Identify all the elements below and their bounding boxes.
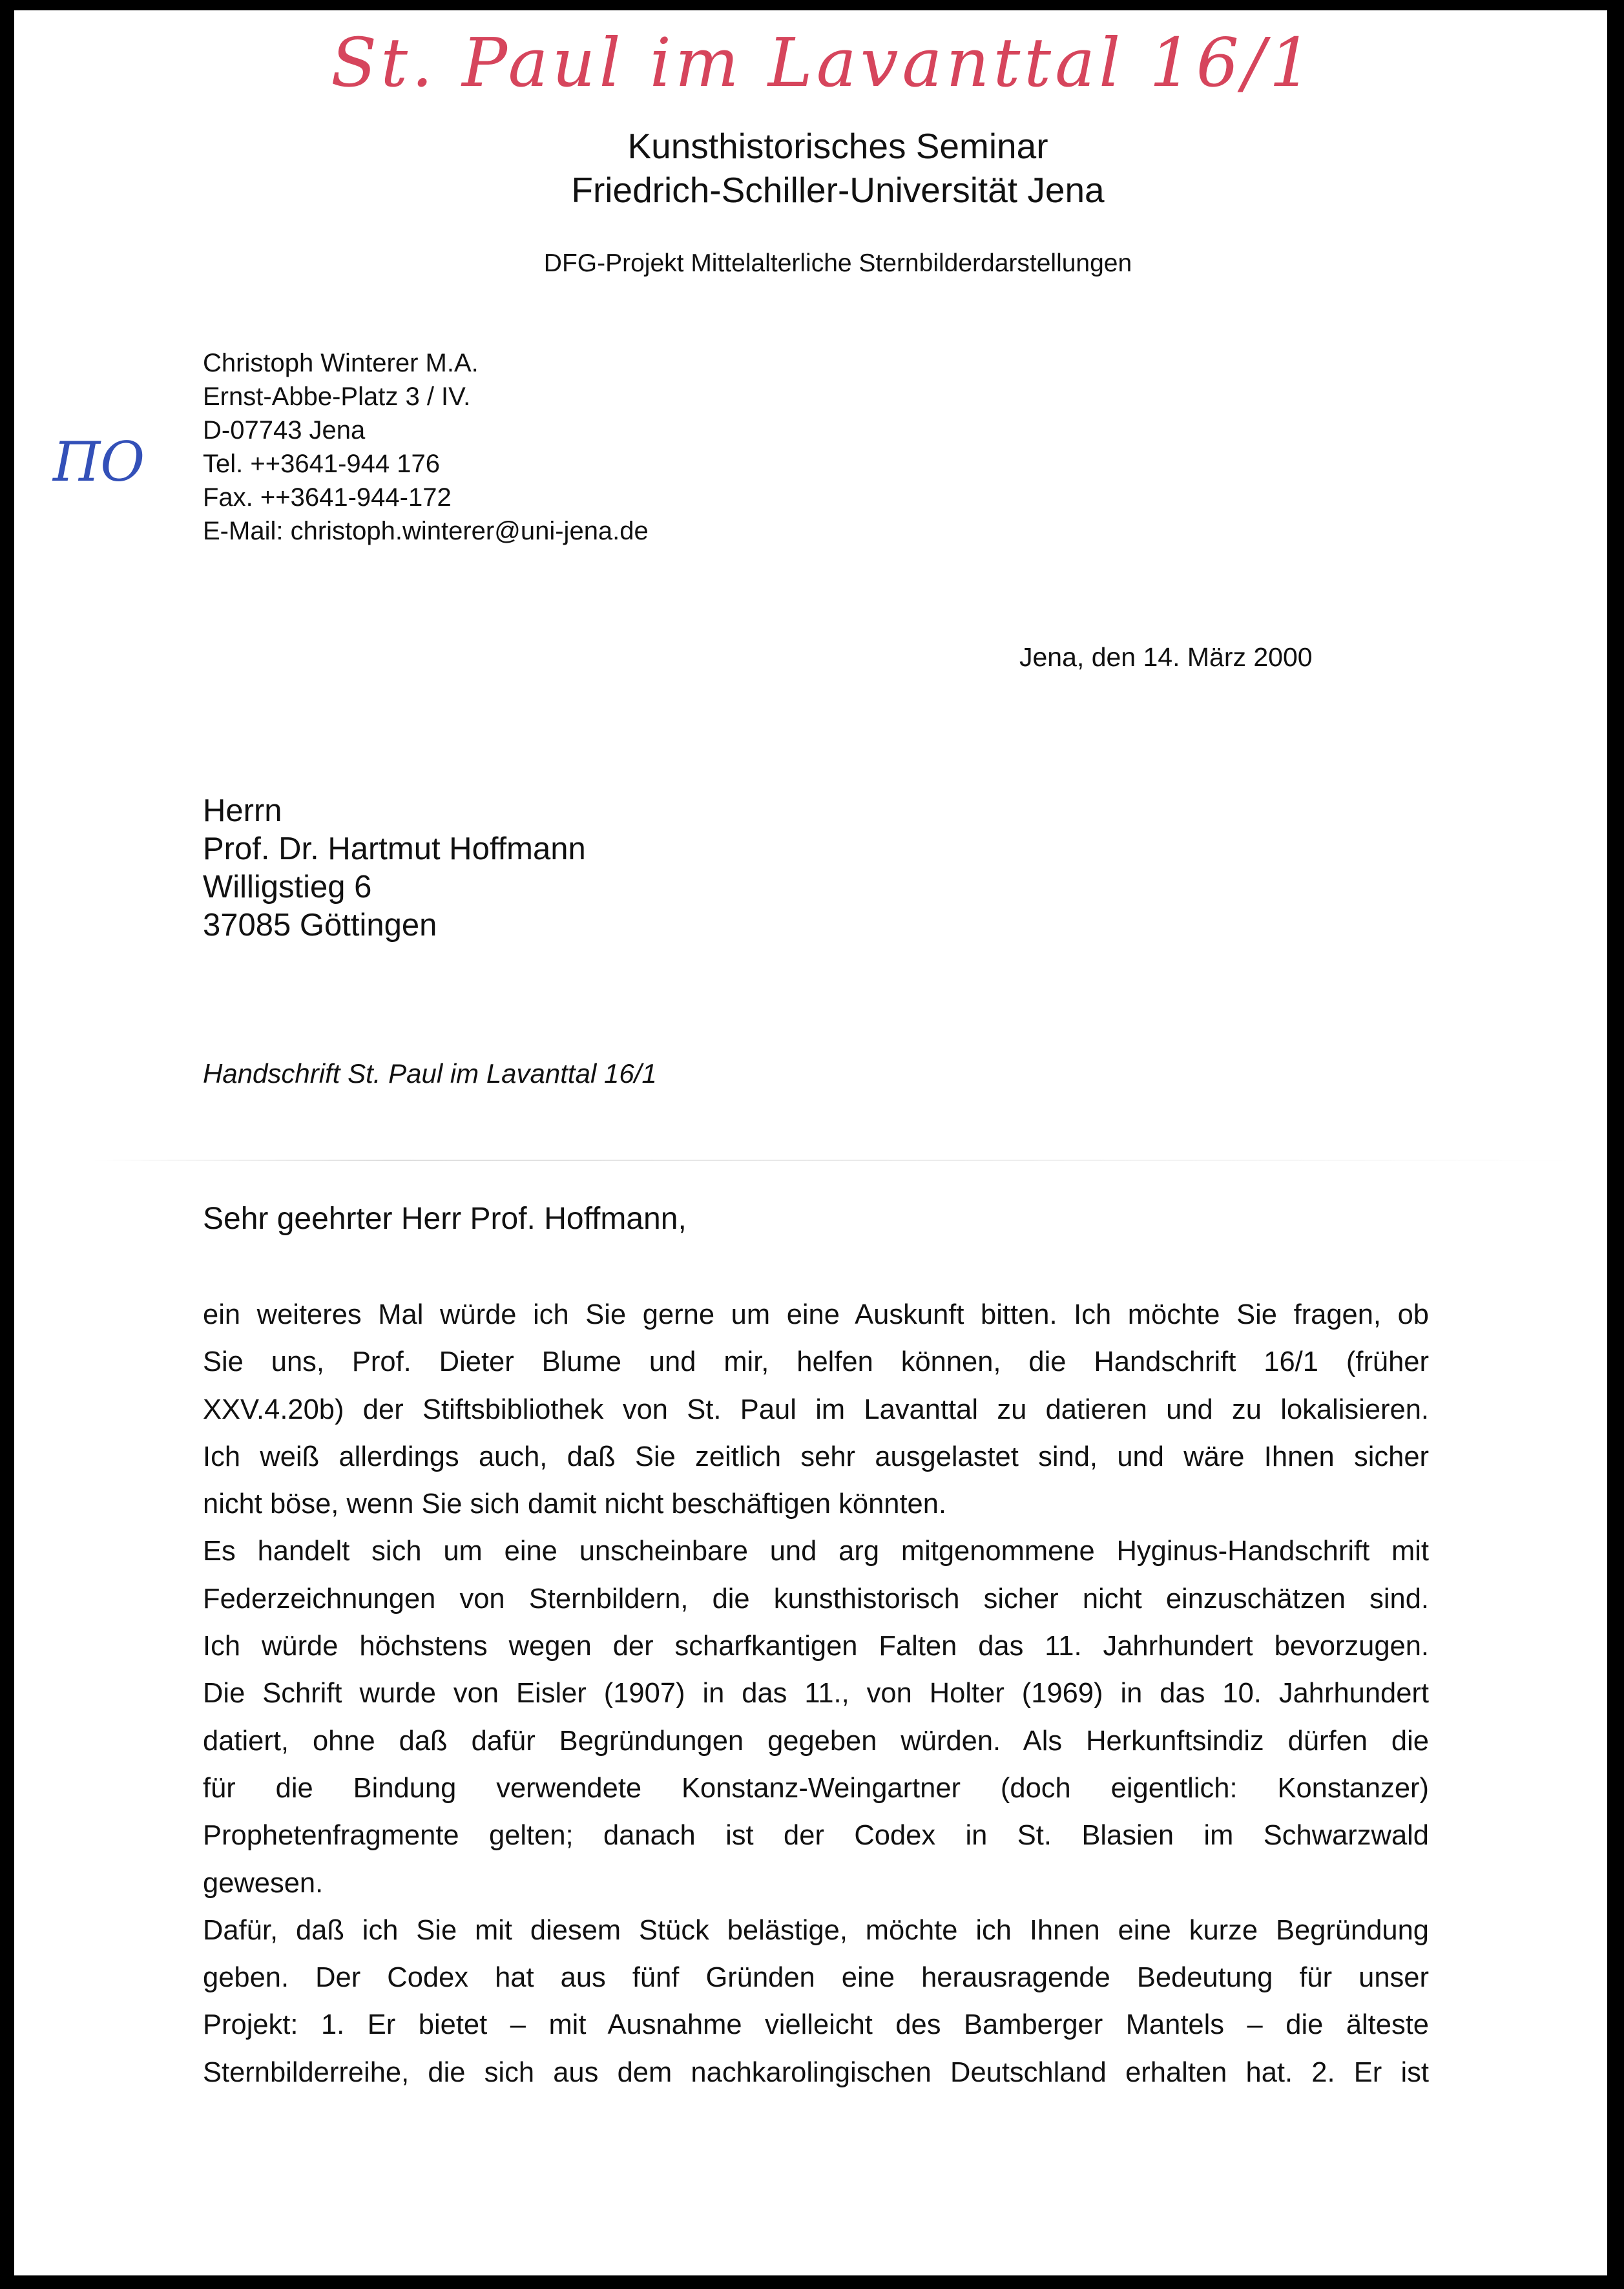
body-line: Ich würde höchstens wegen der scharfkantigen Falten das 11. Jahrhundert bevorzugen.: [203, 1631, 1429, 1662]
sender-name: Christoph Winterer M.A.: [203, 349, 479, 377]
body-line: geben. Der Codex hat aus fünf Gründen eine herausragende Bedeutung für unser: [203, 1962, 1429, 1994]
institution-name: Kunsthistorisches Seminar: [627, 126, 1048, 166]
recipient-name: Prof. Dr. Hartmut Hoffmann: [203, 831, 586, 866]
body-line: ein weiteres Mal würde ich Sie gerne um eine Auskunft bitten. Ich möchte Sie fragen, ob: [203, 1299, 1429, 1330]
body-line: Dafür, daß ich Sie mit diesem Stück belästige, möchte ich Ihnen eine kurze Begründung: [203, 1914, 1429, 1946]
handwritten-top-note: St. Paul im Lavanttal 16/1: [331, 23, 1316, 102]
body-line: Prophetenfragmente gelten; danach ist der Codex in St. Blasien im Schwarzwald: [203, 1820, 1429, 1852]
project-name: DFG-Projekt Mittelalterliche Sternbilderdarstellungen: [543, 249, 1132, 277]
handwritten-margin-note: ΠO: [53, 430, 145, 494]
body-line: Federzeichnungen von Sternbildern, die kunsthistorisch sicher nicht einzuschätzen sind.: [203, 1583, 1429, 1615]
page-fold-line: [92, 1160, 1577, 1161]
body-paragraph: [203, 1291, 1429, 1528]
body-paragraph: [203, 1528, 1429, 1907]
sender-city: D-07743 Jena: [203, 416, 366, 444]
recipient-city: 37085 Göttingen: [203, 908, 437, 943]
salutation: Sehr geehrter Herr Prof. Hoffmann,: [203, 1202, 687, 1236]
sender-street: Ernst-Abbe-Platz 3 / IV.: [203, 382, 471, 411]
recipient-street: Willigstieg 6: [203, 870, 372, 904]
letter-page: [14, 10, 1607, 2275]
subject-line: Handschrift St. Paul im Lavanttal 16/1: [203, 1058, 657, 1089]
letter-body: [203, 1291, 1429, 2096]
recipient-block: [203, 792, 586, 945]
body-line: XXV.4.20b) der Stiftsbibliothek von St. Paul im Lavanttal zu datieren und zu lokalisieren.: [203, 1394, 1429, 1425]
sender-block: [203, 346, 649, 548]
body-line: Sternbilderreihe, die sich aus dem nachkarolingischen Deutschland erhalten hat. 2. Er ist: [203, 2056, 1429, 2088]
body-line: Ich weiß allerdings auch, daß Sie zeitlich sehr ausgelastet sind, und wäre Ihnen sicher: [203, 1441, 1429, 1472]
body-line: Projekt: 1. Er bietet – mit Ausnahme vielleicht des Bamberger Mantels – die älteste: [203, 2009, 1429, 2041]
sender-fax: Fax. ++3641-944-172: [203, 483, 452, 512]
letter-date: Jena, den 14. März 2000: [1019, 642, 1313, 672]
body-line: Es handelt sich um eine unscheinbare und arg mitgenommene Hyginus-Handschrift mit: [203, 1536, 1429, 1567]
body-paragraph: [203, 1907, 1429, 2096]
body-line: Die Schrift wurde von Eisler (1907) in das 11., von Holter (1969) in das 10. Jahrhundert: [203, 1678, 1429, 1709]
sender-email: E-Mail: christoph.winterer@uni-jena.de: [203, 517, 649, 545]
body-line: für die Bindung verwendete Konstanz-Weingartner (doch eigentlich: Konstanzer): [203, 1772, 1429, 1804]
body-line: Sie uns, Prof. Dieter Blume und mir, helfen können, die Handschrift 16/1 (früher: [203, 1346, 1429, 1378]
recipient-salutation-line: Herrn: [203, 793, 282, 828]
university-name: Friedrich-Schiller-Universität Jena: [571, 170, 1105, 210]
body-line: gewesen.: [203, 1867, 324, 1899]
body-line: nicht böse, wenn Sie sich damit nicht beschäftigen könnten.: [203, 1489, 947, 1520]
sender-phone: Tel. ++3641-944 176: [203, 450, 440, 478]
body-line: datiert, ohne daß dafür Begründungen gegeben würden. Als Herkunftsindiz dürfen die: [203, 1725, 1429, 1757]
